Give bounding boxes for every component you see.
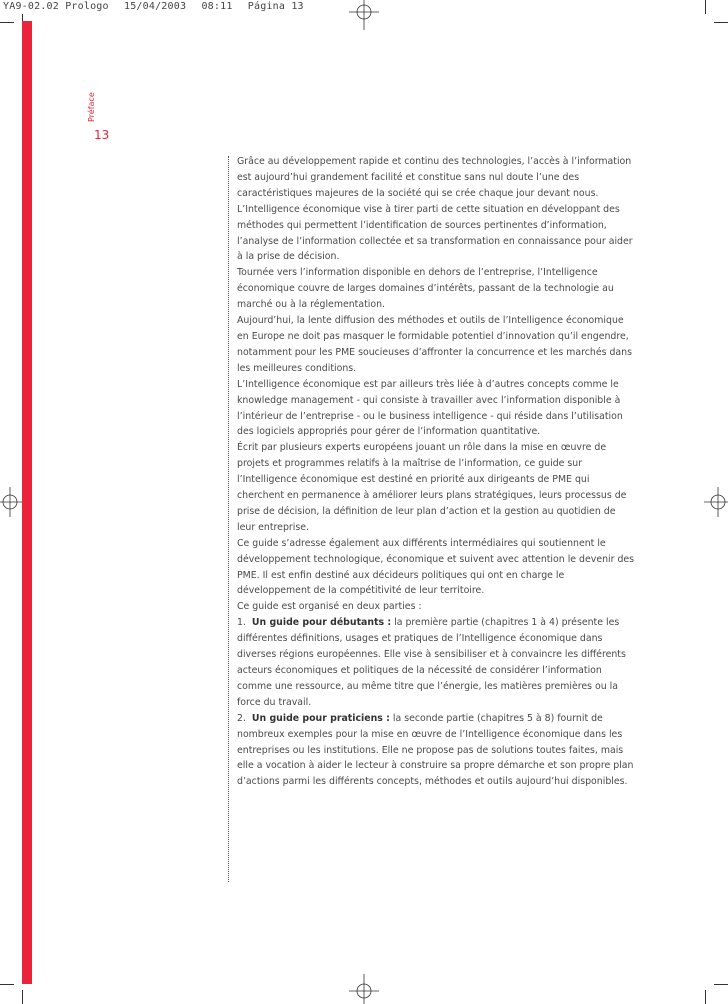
section-label: Préface — [87, 92, 96, 122]
slug-page: Página 13 — [247, 1, 304, 12]
red-margin-bar — [22, 21, 32, 984]
registration-mark-bottom — [349, 974, 379, 1004]
crop-mark-bottom-right-v — [705, 990, 706, 1004]
paragraph: Ce guide s’adresse également aux différents intermédiaires qui soutiennent le développement technologique, économique et suivent avec attention le devenir des PME. Il est enfin destiné aux décideurs politiques qui ont en charge le développement de la compétitivité de leur territoire. — [237, 537, 635, 597]
crop-mark-top-left — [0, 22, 14, 23]
paragraph: L’Intelligence économique vise à tirer parti de cette situation en développant des méthodes qui permettent l’identification de sources pertinentes d’information, l’analyse de l’information collectée et sa transformation en connaissance pour aider à la prise de décision. — [237, 203, 633, 263]
paragraph: L’Intelligence économique est par ailleurs très liée à d’autres concepts comme le knowledge management - qui consiste à travailler avec l’information disponible à l’intérieur de l’entreprise - ou le business intelligence - qui réside dans l’utilisation des logiciels appropriés pour gérer de l’information quantitative. — [237, 378, 623, 438]
printer-slug — [3, 0, 313, 13]
registration-mark-right — [698, 487, 728, 517]
paragraph: Grâce au développement rapide et continu des technologies, l’accès à l’information est aujourd’hui grandement facilité et constitue sans nul doute l’une des caractéristiques majeures de la société qui se crée chaque jour devant nous. — [237, 156, 632, 199]
registration-mark-icon — [698, 487, 728, 517]
slug-file: YA9-02.02 Prologo — [3, 1, 109, 12]
body-text — [237, 154, 635, 790]
page-number: 13 — [94, 128, 110, 142]
list-item — [237, 711, 635, 791]
list-item-text: la seconde partie (chapitres 5 à 8) fournit de nombreux exemples pour la mise en œuvre de l’Intelligence économique dans les entreprises ou les institutions. Elle ne propose pas de solutions toutes faites, mais elle a vocation à aider le lecteur à construire sa propre démarche et son propre plan d’actions parmi les différents concepts, méthodes et outils aujourd’hui disponibles. — [237, 712, 634, 788]
list-item-number: 1. — [237, 617, 246, 629]
crop-mark-bottom-left-v — [22, 990, 23, 1004]
slug-time: 08:11 — [201, 1, 233, 12]
paragraph: Tournée vers l’information disponible en dehors de l’entreprise, l’Intelligence économique couvre de larges domaines d’intérêts, passant de la technologie au marché ou à la réglementation. — [237, 267, 614, 311]
crop-mark-top-right-v — [705, 0, 706, 14]
crop-mark-top-right — [714, 22, 728, 23]
crop-mark-bottom-right — [714, 984, 728, 985]
list-item — [237, 615, 635, 710]
registration-mark-icon — [349, 974, 379, 1004]
slug-date: 15/04/2003 — [123, 1, 187, 12]
list-item-title: Un guide pour praticiens : — [251, 712, 390, 724]
registration-mark-icon — [349, 0, 379, 30]
list-item-number: 2. — [237, 712, 246, 724]
list-item-text: la première partie (chapitres 1 à 4) présente les différentes définitions, usages et pratiques de l’Intelligence économique dans diverses régions européennes. Elle vise à sensibiliser et à convaincre les différents acteurs économiques et politiques de la nécessité de considérer l’information comme une ressource, au même titre que l’énergie, les matières premières ou la force du travail. — [237, 617, 626, 708]
crop-mark-bottom-left — [0, 984, 14, 985]
list-item-title: Un guide pour débutants : — [251, 617, 392, 629]
paragraph: Ce guide est organisé en deux parties : — [237, 601, 422, 613]
paragraph: Aujourd’hui, la lente diffusion des méthodes et outils de l’Intelligence économique en Europe ne doit pas masquer le formidable potentiel d’innovation qu’il engendre, notamment pour les PME soucieuses d’affronter la concurrence et les marchés dans les meilleures conditions. — [237, 315, 633, 374]
paragraph: Écrit par plusieurs experts européens jouant un rôle dans la mise en œuvre de projets et programmes relatifs à la maîtrise de l’information, ce guide sur l’Intelligence économique est destiné en priorité aux dirigeants de PME qui cherchent en permanence à améliorer leurs plans stratégiques, leurs processus de prise de décision, la définition de leur plan d’action et la gestion au quotidien de leur entreprise. — [237, 442, 627, 533]
registration-mark-top — [349, 0, 379, 30]
column-rule — [228, 156, 229, 882]
